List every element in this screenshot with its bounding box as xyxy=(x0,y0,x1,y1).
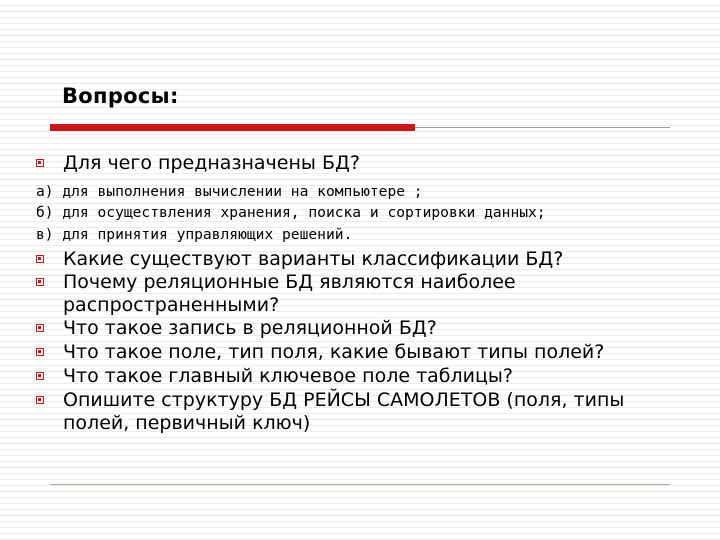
square-bullet-icon xyxy=(36,255,44,263)
question-item xyxy=(63,389,624,435)
answer-option-a: а) для выполнения вычислении на компьютере ; xyxy=(36,183,423,200)
square-bullet-icon xyxy=(36,159,44,167)
question-text-line: распространенными? xyxy=(63,294,280,316)
slide-title: Вопросы: xyxy=(62,84,179,108)
question-item: Какие существуют варианты классификации БД? xyxy=(63,248,564,270)
square-bullet-icon xyxy=(36,278,44,286)
square-bullet-icon xyxy=(36,324,44,332)
square-bullet-icon xyxy=(36,348,44,356)
square-bullet-icon xyxy=(36,396,44,404)
question-text-line: Почему реляционные БД являются наиболее xyxy=(63,271,516,293)
answer-option-c: в) для принятия управляющих решений. xyxy=(36,226,353,243)
bottom-divider-line xyxy=(50,484,670,485)
question-item: Для чего предназначены БД? xyxy=(63,152,360,174)
question-item: Что такое запись в реляционной БД? xyxy=(63,317,437,339)
question-item xyxy=(63,271,516,317)
question-text-line: Опишите структуру БД РЕЙСЫ САМОЛЕТОВ (поля, типы xyxy=(63,389,625,411)
question-text-line: полей, первичный ключ) xyxy=(63,412,311,434)
answer-option-b: б) для осуществления хранения, поиска и сортировки данных; xyxy=(36,204,546,221)
square-bullet-icon xyxy=(36,372,44,380)
question-item: Что такое главный ключевое поле таблицы? xyxy=(63,365,514,387)
question-item: Что такое поле, тип поля, какие бывают типы полей? xyxy=(63,341,605,363)
